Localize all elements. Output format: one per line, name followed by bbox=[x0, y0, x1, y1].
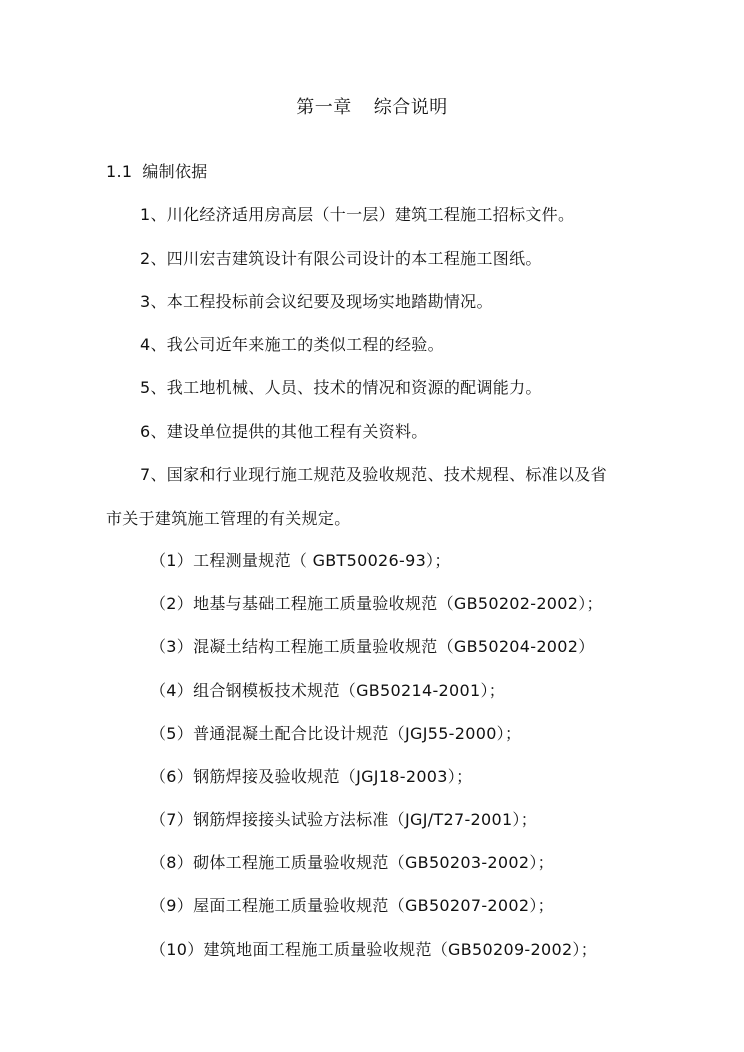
section-title: 编制依据 bbox=[142, 162, 208, 181]
basis-item: 2、四川宏吉建筑设计有限公司设计的本工程施工图纸。 bbox=[140, 249, 542, 268]
basis-item: 3、本工程投标前会议纪要及现场实地踏勘情况。 bbox=[140, 292, 493, 311]
section-number: 1.1 bbox=[106, 162, 133, 181]
standard-item: （3）混凝土结构工程施工质量验收规范（GB50204-2002） bbox=[150, 637, 595, 656]
basis-item-continuation: 市关于建筑施工管理的有关规定。 bbox=[106, 509, 351, 528]
basis-item: 6、建设单位提供的其他工程有关资料。 bbox=[140, 422, 428, 441]
chapter-title bbox=[0, 97, 744, 119]
standard-item: （5）普通混凝土配合比设计规范（JGJ55-2000）； bbox=[150, 724, 522, 743]
standard-item: （4）组合钢模板技术规范（GB50214-2001）； bbox=[150, 681, 506, 700]
standard-item: （9）屋面工程施工质量验收规范（GB50207-2002）； bbox=[150, 896, 554, 915]
standard-item: （1）工程测量规范（ GBT50026-93）； bbox=[150, 551, 451, 570]
chapter-name: 综合说明 bbox=[373, 97, 448, 118]
chapter-number: 第一章 bbox=[296, 97, 352, 118]
section-heading bbox=[106, 162, 208, 182]
basis-item: 7、国家和行业现行施工规范及验收规范、技术规程、标准以及省 bbox=[140, 465, 607, 484]
standard-item: （2）地基与基础工程施工质量验收规范（GB50202-2002）； bbox=[150, 594, 603, 613]
standard-item: （7）钢筋焊接接头试验方法标准（JGJ/T27-2001）； bbox=[150, 810, 538, 829]
standard-item: （8）砌体工程施工质量验收规范（GB50203-2002）； bbox=[150, 853, 554, 872]
basis-item: 4、我公司近年来施工的类似工程的经验。 bbox=[140, 335, 444, 354]
basis-item: 1、川化经济适用房高层（十一层）建筑工程施工招标文件。 bbox=[140, 205, 575, 224]
basis-item: 5、我工地机械、人员、技术的情况和资源的配调能力。 bbox=[140, 378, 542, 397]
standard-item: （6）钢筋焊接及验收规范（JGJ18-2003）； bbox=[150, 767, 473, 786]
standard-item: （10）建筑地面工程施工质量验收规范（GB50209-2002）； bbox=[150, 940, 598, 959]
